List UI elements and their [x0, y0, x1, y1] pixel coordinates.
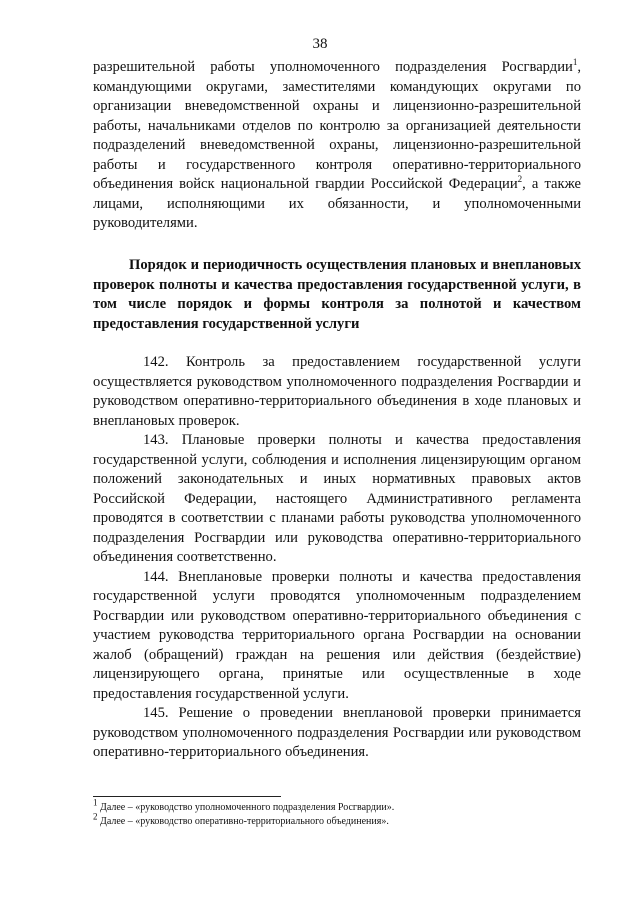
section-heading: Порядок и периодичность осуществления плановых и внеплановых проверок полноты и качества предоставления государственной услуги, в том числе порядок и формы контроля за полнотой и качеством предоставления государственной услуги — [93, 257, 581, 332]
intro-part-1: разрешительной работы уполномоченного подразделения Росгвардии — [93, 59, 573, 75]
paragraph-143: 143. Плановые проверки полноты и качества предоставления государственной услуги, соблюдения и исполнения лицензирующим органом положений законодательных и иных нормативных правовых актов Российской Федерации, настоящего Административного регламента проводятся в соответствии с планами работы руководства уполномоченного подразделения Росгвардии или руководства оперативно-территориального объединения соответственно. — [93, 432, 581, 565]
page-number: 38 — [312, 36, 328, 52]
footnote-2 — [93, 811, 581, 828]
intro-part-3: , а также лицами, исполняющими их обязанности, и уполномоченными руководителями. — [93, 176, 581, 231]
body-paragraphs — [93, 353, 581, 763]
footnote-2-mark: 2 — [93, 811, 98, 822]
footnote-ref-2: 2 — [517, 174, 523, 185]
intro-text — [93, 58, 581, 234]
footnote-divider — [93, 796, 281, 797]
intro-part-2: , командующими округами, заместителями командующих округами по организации вневедомственной охраны и лицензионно-разрешительной работы, начальниками отделов по контролю за организацией деятельности подразделений вневедомственной охраны, лицензионно-разрешительной работы и государственного контроля оперативно-территориального объединения войск национальной гвардии Российской Федерации — [93, 59, 581, 192]
footnote-ref-1: 1 — [572, 57, 578, 68]
paragraph-142: 142. Контроль за предоставлением государственной услуги осуществляется руководством уполномоченного подразделения Росгвардии и руководством оперативно-территориального объединения в ходе плановых и внеплановых проверок. — [93, 354, 581, 429]
footnote-1 — [93, 797, 581, 814]
footnote-2-text: Далее – «руководство оперативно-территориального объединения». — [97, 816, 389, 827]
footnote-1-mark: 1 — [93, 797, 98, 808]
footnote-1-text: Далее – «руководство уполномоченного подразделения Росгвардии». — [97, 802, 395, 813]
paragraph-145: 145. Решение о проведении внеплановой проверки принимается руководством уполномоченного подразделения Росгвардии или руководством оперативно-территориального объединения. — [93, 705, 581, 760]
paragraph-144: 144. Внеплановые проверки полноты и качества предоставления государственной услуги проводятся уполномоченным подразделением Росгвардии или руководством оперативно-территориального объединения с участием руководства территориального органа Росгвардии на основании жалоб (обращений) граждан на решения или действия (бездействие) лицензирующего органа, принятые или осуществленные в ходе предоставления государственной услуги. — [93, 568, 581, 702]
